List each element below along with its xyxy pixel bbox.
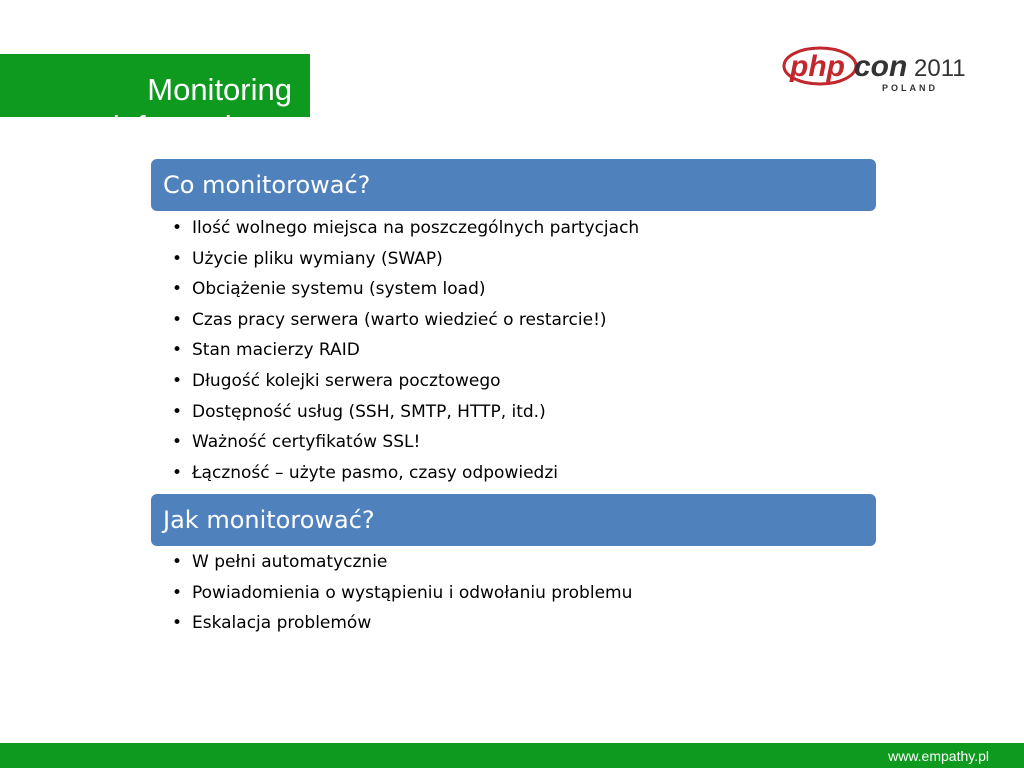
footer-bar [0, 743, 1024, 768]
list-item: • Eskalacja problemów [172, 608, 632, 639]
bullet-icon: • [172, 613, 183, 634]
bullet-icon: • [172, 552, 183, 572]
bullet-icon: • [172, 218, 183, 238]
logo-year-text: 2011 [914, 55, 966, 82]
bullet-icon: • [172, 370, 183, 391]
list-item: • Czas pracy serwera (warto wiedzieć o restarcie!) [172, 305, 639, 336]
list-item: • Użycie pliku wymiany (SWAP) [172, 244, 639, 275]
bullet-list-what [172, 213, 639, 488]
list-item: • Ważność certyfikatów SSL! [172, 427, 639, 458]
slide-title-line-1: Monitoring [147, 72, 292, 107]
bullet-icon: • [172, 309, 183, 330]
bullet-icon: • [172, 432, 183, 453]
bullet-icon: • [172, 462, 183, 483]
list-item: • Stan macierzy RAID [172, 335, 639, 366]
logo-con-text: con [854, 50, 908, 83]
slide-title-box [0, 54, 310, 144]
slide-title-line-2: infrastruktury [112, 109, 292, 144]
section-header-what: Co monitorować? [151, 159, 876, 211]
phpcon-logo [782, 44, 968, 100]
list-item: • Dostępność usług (SSH, SMTP, HTTP, itd.) [172, 397, 639, 428]
list-item: • Ilość wolnego miejsca na poszczególnych partycjach [172, 213, 639, 244]
bullet-icon: • [172, 582, 183, 603]
logo-country-text: POLAND [882, 83, 938, 93]
bullet-icon: • [172, 279, 183, 300]
list-item: • Długość kolejki serwera pocztowego [172, 366, 639, 397]
list-item: • W pełni automatycznie [172, 547, 632, 578]
bullet-icon: • [172, 340, 183, 361]
footer-url[interactable]: www.empathy.pl [888, 748, 989, 764]
bullet-icon: • [172, 248, 183, 269]
logo-php-text: php [790, 50, 845, 83]
list-item: • Powiadomienia o wystąpieniu i odwołaniu problemu [172, 578, 632, 609]
bullet-list-how [172, 547, 632, 639]
bullet-icon: • [172, 401, 183, 422]
slide-title [113, 71, 292, 145]
section-header-how: Jak monitorować? [151, 494, 876, 546]
list-item: • Łączność – użyte pasmo, czasy odpowiedzi [172, 458, 639, 489]
list-item: • Obciążenie systemu (system load) [172, 274, 639, 305]
